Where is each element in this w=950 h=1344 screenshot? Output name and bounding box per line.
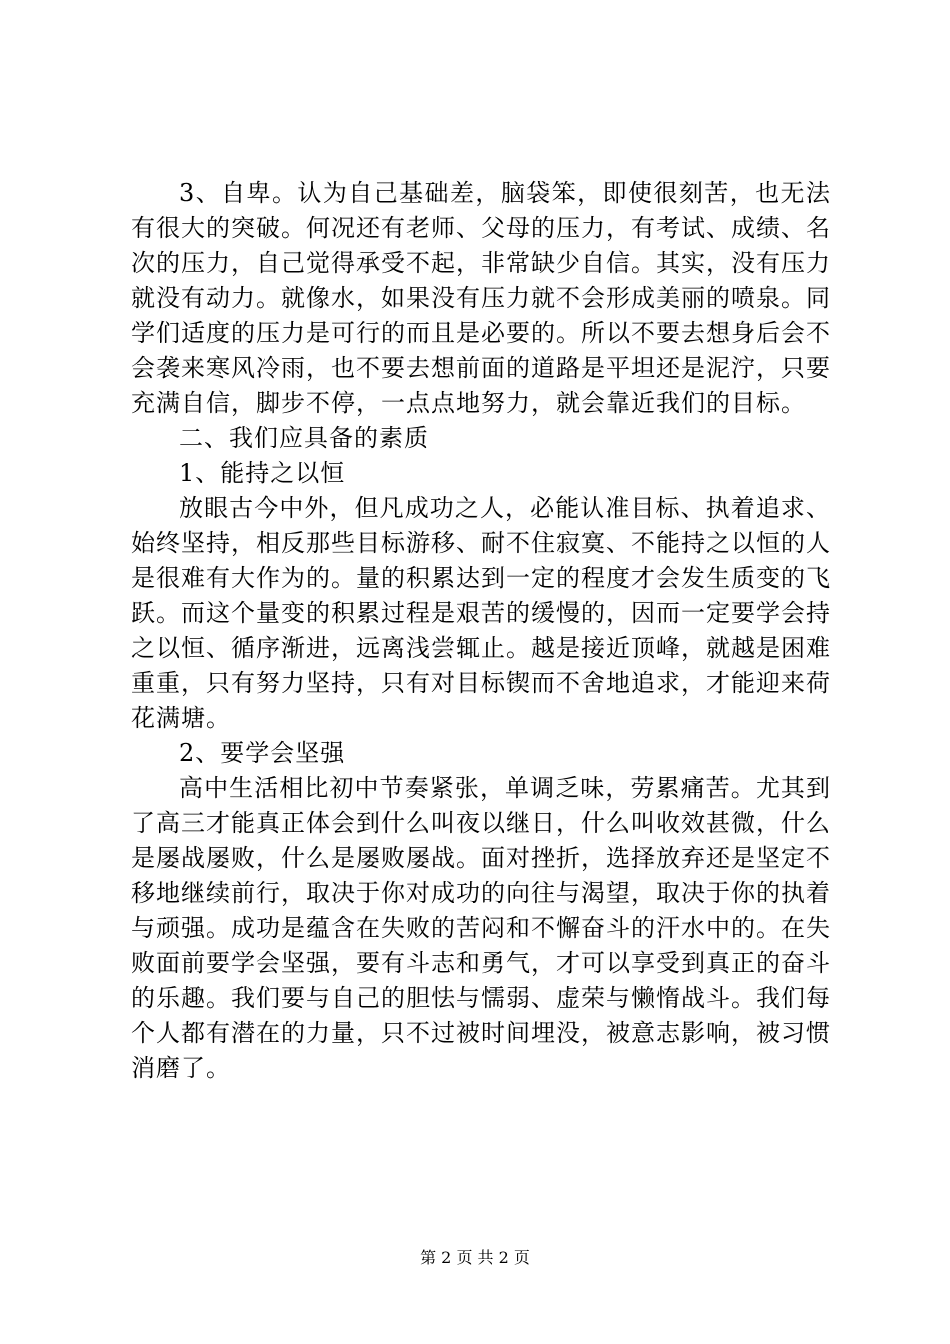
paragraph-perseverance: 放眼古今中外，但凡成功之人，必能认准目标、执着追求、始终坚持，相反那些目标游移、耐不住寂寞、不能持之以恒的人是很难有大作为的。量的积累达到一定的程度才会发生质变的飞跃。而这个量变的积累过程是艰苦的缓慢的，因而一定要学会持之以恒、循序渐进，远离浅尝辄止。越是接近顶峰，就越是困难重重，只有努力坚持，只有对目标锲而不舍地追求，才能迎来荷花满塘。 xyxy=(131,494,831,732)
paragraph-be-strong: 高中生活相比初中节奏紧张，单调乏味，劳累痛苦。尤其到了高三才能真正体会到什么叫夜以继日，什么叫收效甚微，什么是屡战屡败，什么是屡败屡战。面对挫折，选择放弃还是坚定不移地继续前行，取决于你对成功的向往与渴望，取决于你的执着与顽强。成功是蕴含在失败的苦闷和不懈奋斗的汗水中的。在失败面前要学会坚强，要有斗志和勇气，才可以享受到真正的奋斗的乐趣。我们要与自己的胆怯与懦弱、虚荣与懒惰战斗。我们每个人都有潜在的力量，只不过被时间埋没，被意志影响，被习惯消磨了。 xyxy=(131,774,831,1082)
paragraph-self-doubt: 3、自卑。认为自己基础差，脑袋笨，即使很刻苦，也无法有很大的突破。何况还有老师、父母的压力，有考试、成绩、名次的压力，自己觉得承受不起，非常缺少自信。其实，没有压力就没有动力。就像水，如果没有压力就不会形成美丽的喷泉。同学们适度的压力是可行的而且是必要的。所以不要去想身后会不会袭来寒风冷雨，也不要去想前面的道路是平坦还是泥泞，只要充满自信，脚步不停，一点点地努力，就会靠近我们的目标。 xyxy=(131,179,831,417)
page-footer: 第 2 页 共 2 页 xyxy=(420,1248,530,1267)
subheading-perseverance: 1、能持之以恒 xyxy=(179,459,346,487)
section-heading-qualities: 二、我们应具备的素质 xyxy=(179,424,429,452)
subheading-be-strong: 2、要学会坚强 xyxy=(179,739,346,767)
document-body xyxy=(131,176,831,1086)
